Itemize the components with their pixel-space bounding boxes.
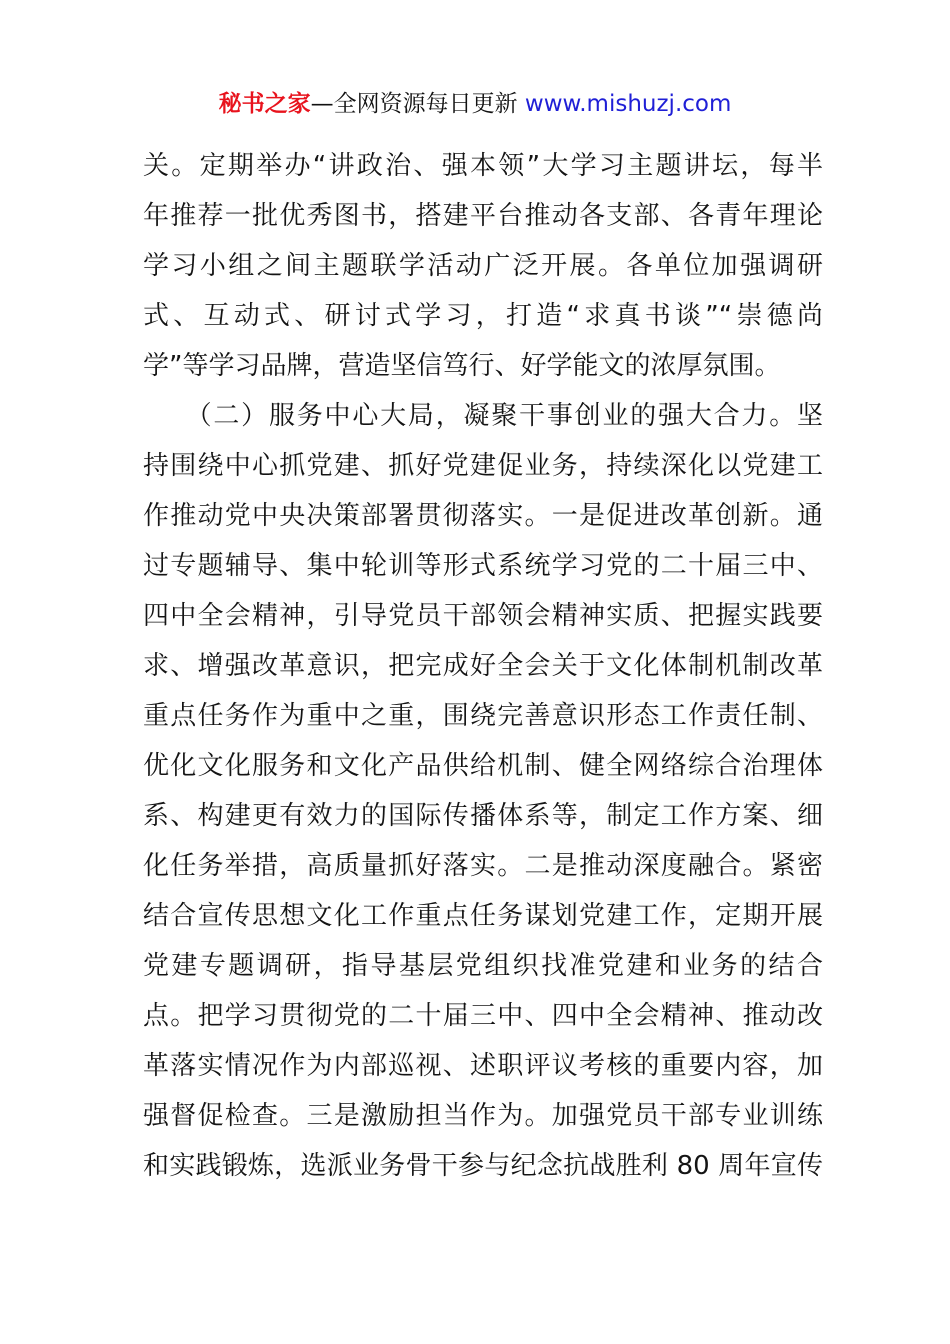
- text-line: 作推动党中央决策部署贯彻落实。一是促进改革创新。通: [143, 501, 823, 531]
- text-line: 式、互动式、研讨式学习，打造“求真书谈”“崇德尚: [143, 301, 823, 331]
- site-tagline: —全网资源每日更新: [310, 91, 525, 117]
- text-line: 革落实情况作为内部巡视、述职评议考核的重要内容，加: [143, 1051, 823, 1081]
- text-line: 学习小组之间主题联学活动广泛开展。各单位加强调研: [143, 251, 823, 281]
- site-header: [0, 86, 950, 122]
- text-line: 系、构建更有效力的国际传播体系等，制定工作方案、细: [143, 801, 823, 831]
- text-line: 持围绕中心抓党建、抓好党建促业务，持续深化以党建工: [143, 451, 823, 481]
- text-line: 求、增强改革意识，把完成好全会关于文化体制机制改革: [143, 651, 823, 681]
- text-line: 学”等学习品牌，营造坚信笃行、好学能文的浓厚氛围。: [143, 351, 781, 381]
- document-body: [143, 141, 823, 1191]
- text-line: 点。把学习贯彻党的二十届三中、四中全会精神、推动改: [143, 1001, 823, 1031]
- site-url-link[interactable]: www.mishuzj.com: [524, 91, 732, 117]
- section-heading-line: （二）服务中心大局，凝聚干事创业的强大合力。坚: [143, 401, 823, 431]
- text-line: 四中全会精神，引导党员干部领会精神实质、把握实践要: [143, 601, 823, 631]
- text-line: 和实践锻炼，选派业务骨干参与纪念抗战胜利 80 周年宣传: [143, 1151, 823, 1181]
- text-line: 重点任务作为重中之重，围绕完善意识形态工作责任制、: [143, 701, 823, 731]
- site-brand: 秘书之家: [218, 91, 311, 117]
- text-line: 结合宣传思想文化工作重点任务谋划党建工作，定期开展: [143, 901, 823, 931]
- text-line: 强督促检查。三是激励担当作为。加强党员干部专业训练: [143, 1101, 823, 1131]
- text-line: 年推荐一批优秀图书，搭建平台推动各支部、各青年理论: [143, 201, 823, 231]
- text-line: 过专题辅导、集中轮训等形式系统学习党的二十届三中、: [143, 551, 823, 581]
- text-line: 关。定期举办“讲政治、强本领”大学习主题讲坛，每半: [143, 151, 823, 181]
- text-line: 党建专题调研，指导基层党组织找准党建和业务的结合: [143, 951, 823, 981]
- text-line: 化任务举措，高质量抓好落实。二是推动深度融合。紧密: [143, 851, 823, 881]
- text-line: 优化文化服务和文化产品供给机制、健全网络综合治理体: [143, 751, 823, 781]
